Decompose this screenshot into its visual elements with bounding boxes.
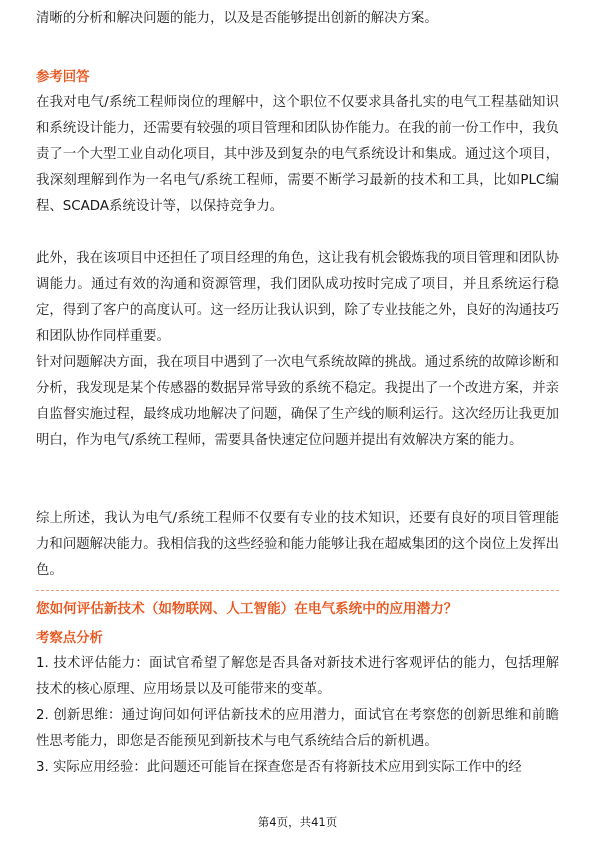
analysis-point-3: 3. 实际应用经验：此问题还可能旨在探查您是否有将新技术应用到实际工作中的经	[36, 760, 522, 775]
answer-paragraph-2: 此外，我在该项目中还担任了项目经理的角色，这让我有机会锻炼我的项目管理和团队协调能力。通过有效的沟通和资源管理，我们团队成功按时完成了项目，并且系统运行稳定，得到了客户的高度认可。这一经历让我认识到，除了专业技能之外，良好的沟通技巧和团队协作同样重要。	[36, 251, 559, 344]
answer-paragraph-4: 综上所述，我认为电气/系统工程师不仅要有专业的技术知识，还要有良好的项目管理能力和问题解决能力。我相信我的这些经验和能力能够让我在超威集团的这个岗位上发挥出色。	[36, 511, 559, 578]
analysis-point-2: 2. 创新思维：通过询问如何评估新技术的应用潜力，面试官在考察您的创新思维和前瞻性思考能力，即您是否能预见到新技术与电气系统结合后的新机遇。	[36, 708, 559, 749]
page-number-footer: 第4页，共41页	[257, 815, 338, 829]
question-title: 您如何评估新技术（如物联网、人工智能）在电气系统中的应用潜力？	[36, 601, 458, 617]
intro-tail-text: 清晰的分析和解决问题的能力，以及是否能够提出创新的解决方案。	[36, 11, 438, 26]
answer-paragraph-1: 在我对电气/系统工程师岗位的理解中，这个职位不仅要求具备扎实的电气工程基础知识和系统设计能力，还需要有较强的项目管理和团队协作能力。在我的前一份工作中，我负责了一个大型工业自动化项目，其中涉及到复杂的电气系统设计和集成。通过这个项目，我深刻理解到作为一名电气/系统工程师，需要不断学习最新的技术和工具，比如PLC编程、SCADA系统设计等，以保持竞争力。	[36, 95, 559, 214]
analysis-heading: 考察点分析	[36, 631, 103, 646]
analysis-point-1: 1. 技术评估能力：面试官希望了解您是否具备对新技术进行客观评估的能力，包括理解技术的核心原理、应用场景以及可能带来的变革。	[36, 656, 559, 697]
answer-paragraph-3: 针对问题解决方面，我在项目中遇到了一次电气系统故障的挑战。通过系统的故障诊断和分析，我发现是某个传感器的数据异常导致的系统不稳定。我提出了一个改进方案，并亲自监督实施过程，最终成功地解决了问题，确保了生产线的顺利运行。这次经历让我更加明白，作为电气/系统工程师，需要具备快速定位问题并提出有效解决方案的能力。	[36, 355, 559, 448]
answer-heading: 参考回答	[36, 70, 90, 85]
section-divider	[36, 590, 559, 591]
